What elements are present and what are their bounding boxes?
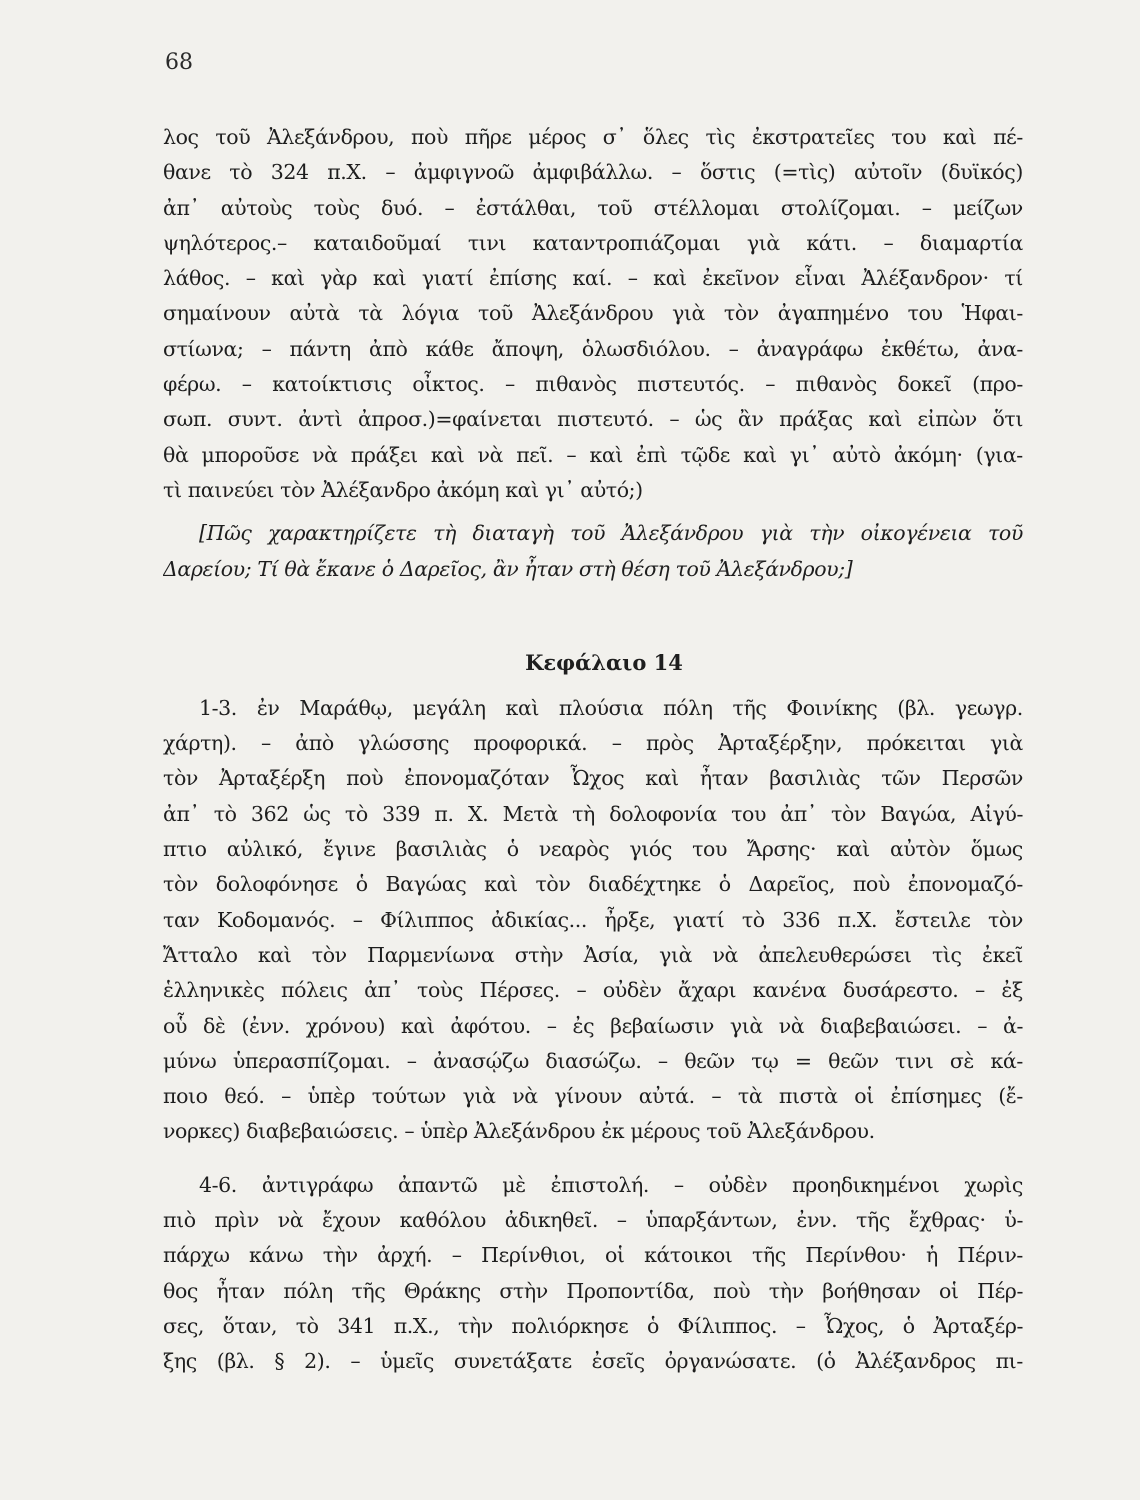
text-line: θανε τὸ 324 π.Χ. – ἀμφιγνοῶ ἀμφιβάλλω. – ὅστις (=τὶς) αὐτοῖν (δυϊκός) (163, 160, 1023, 185)
text-line: ποιο θεό. – ὑπὲρ τούτων γιὰ νὰ γίνουν αὐτά. – τὰ πιστὰ οἱ ἐπίσημες (ἔ- (163, 1084, 1023, 1109)
text-line: στίωνα; – πάντη ἀπὸ κάθε ἄποψη, ὁλωσδιόλου. – ἀναγράφω ἐκθέτω, ἀνα- (163, 336, 1023, 361)
text-line: ξης (βλ. § 2). – ὑμεῖς συνετάξατε ἐσεῖς ὀργανώσατε. (ὁ Ἀλέξανδρος πι- (163, 1349, 1023, 1374)
text-line: τὸν Ἀρταξέρξη ποὺ ἐπονομαζόταν Ὦχος καὶ ἦταν βασιλιὰς τῶν Περσῶν (163, 766, 1023, 791)
text-line: ἀπ᾽ τὸ 362 ὡς τὸ 339 π. Χ. Μετὰ τὴ δολοφονία του ἀπ᾽ τὸν Βαγώα, Αἰγύ- (163, 801, 1023, 826)
page-number: 68 (165, 50, 193, 75)
text-line: πτιο αὐλικό, ἔγινε βασιλιὰς ὁ νεαρὸς γιός του Ἄρσης· καὶ αὐτὸν ὅμως (163, 837, 1023, 862)
text-line: νορκες) διαβεβαιώσεις. – ὑπὲρ Ἀλεξάνδρου ἐκ μέρους τοῦ Ἀλεξάνδρου. (163, 1119, 875, 1144)
text-line: λος τοῦ Ἀλεξάνδρου, ποὺ πῆρε μέρος σ᾽ ὅλες τὶς ἐκστρατεῖες του καὶ πέ- (163, 125, 1023, 149)
text-line: τὸν δολοφόνησε ὁ Βαγώας καὶ τὸν διαδέχτηκε ὁ Δαρεῖος, ποὺ ἐπονομαζό- (163, 872, 1023, 897)
text-line: χάρτη). – ἀπὸ γλώσσης προφορικά. – πρὸς Ἀρταξέρξην, πρόκειται γιὰ (163, 731, 1023, 756)
text-line: ψηλότερος.– καταιδοῦμαί τινι καταντροπιάζομαι γιὰ κάτι. – διαμαρτία (163, 230, 1023, 255)
text-line: Ἄτταλο καὶ τὸν Παρμενίωνα στὴν Ἀσία, γιὰ νὰ ἀπελευθερώσει τὶς ἐκεῖ (163, 942, 1023, 967)
text-line: τὶ παινεύει τὸν Ἀλέξανδρο ἀκόμη καὶ γι᾽ αὐτό;) (163, 477, 643, 502)
discussion-question (163, 516, 1023, 587)
commentary-section-3 (163, 1168, 1023, 1380)
text-line: σωπ. συντ. ἀντὶ ἀπροσ.)=φαίνεται πιστευτό. – ὡς ἂν πράξας καὶ εἰπὼν ὅτι (163, 407, 1023, 432)
text-line: ἑλληνικὲς πόλεις ἀπ᾽ τοὺς Πέρσες. – οὐδὲν ἄχαρι κανένα δυσάρεστο. – ἐξ (163, 978, 1023, 1003)
text-line: σημαίνουν αὐτὰ τὰ λόγια τοῦ Ἀλεξάνδρου γιὰ τὸν ἀγαπημένο του Ἡφαι- (163, 301, 1023, 326)
text-line: οὗ δὲ (ἐνν. χρόνου) καὶ ἀφότου. – ἐς βεβαίωσιν γιὰ νὰ διαβεβαιώσει. – ἀ- (163, 1013, 1023, 1038)
text-line: θὰ μποροῦσε νὰ πράξει καὶ νὰ πεῖ. – καὶ ἐπὶ τῷδε καὶ γι᾽ αὐτὸ ἀκόμη· (για- (163, 442, 1023, 467)
text-line: Δαρείου; Τί θὰ ἔκανε ὁ Δαρεῖος, ἂν ἦταν στὴ θέση τοῦ Ἀλεξάνδρου;] (163, 556, 853, 581)
page-body (163, 120, 1023, 1380)
text-line: ἀπ᾽ αὐτοὺς τοὺς δυό. – ἐστάλθαι, τοῦ στέλλομαι στολίζομαι. – μείζων (163, 195, 1023, 220)
text-line: μύνω ὑπερασπίζομαι. – ἀνασῴζω διασώζω. – θεῶν τῳ = θεῶν τινι σὲ κά- (163, 1048, 1023, 1073)
text-line: φέρω. – κατοίκτισις οἶκτος. – πιθανὸς πιστευτός. – πιθανὸς δοκεῖ (προ- (163, 372, 1023, 397)
commentary-section-1 (163, 120, 1023, 508)
text-line: ταν Κοδομανός. – Φίλιππος ἀδικίας... ἦρξε, γιατί τὸ 336 π.Χ. ἔστειλε τὸν (163, 907, 1023, 932)
text-line: σες, ὅταν, τὸ 341 π.Χ., τὴν πολιόρκησε ὁ Φίλιππος. – Ὦχος, ὁ Ἀρταξέρ- (163, 1313, 1023, 1338)
text-line: 1-3. ἐν Μαράθῳ, μεγάλη καὶ πλούσια πόλη τῆς Φοινίκης (βλ. γεωγρ. (199, 695, 1023, 720)
commentary-section-2 (163, 691, 1023, 1150)
text-line: [Πῶς χαρακτηρίζετε τὴ διαταγὴ τοῦ Ἀλεξάνδρου γιὰ τὴν οἰκογένεια τοῦ (199, 521, 1023, 546)
text-line: πιὸ πρὶν νὰ ἔχουν καθόλου ἀδικηθεῖ. – ὑπαρξάντων, ἐνν. τῆς ἔχθρας· ὑ- (163, 1208, 1023, 1233)
chapter-heading: Κεφάλαιο 14 (525, 649, 683, 675)
text-line: πάρχω κάνω τὴν ἀρχή. – Περίνθιοι, οἱ κάτοικοι τῆς Περίνθου· ἡ Πέριν- (163, 1243, 1023, 1268)
text-line: 4-6. ἀντιγράφω ἀπαντῶ μὲ ἐπιστολή. – οὐδὲν προηδικημένοι χωρὶς (199, 1172, 1023, 1197)
text-line: θος ἦταν πόλη τῆς Θράκης στὴν Προποντίδα, ποὺ τὴν βοήθησαν οἱ Πέρ- (163, 1278, 1023, 1303)
text-line: λάθος. – καὶ γὰρ καὶ γιατί ἐπίσης καί. – καὶ ἐκεῖνον εἶναι Ἀλέξανδρον· τί (163, 266, 1023, 291)
